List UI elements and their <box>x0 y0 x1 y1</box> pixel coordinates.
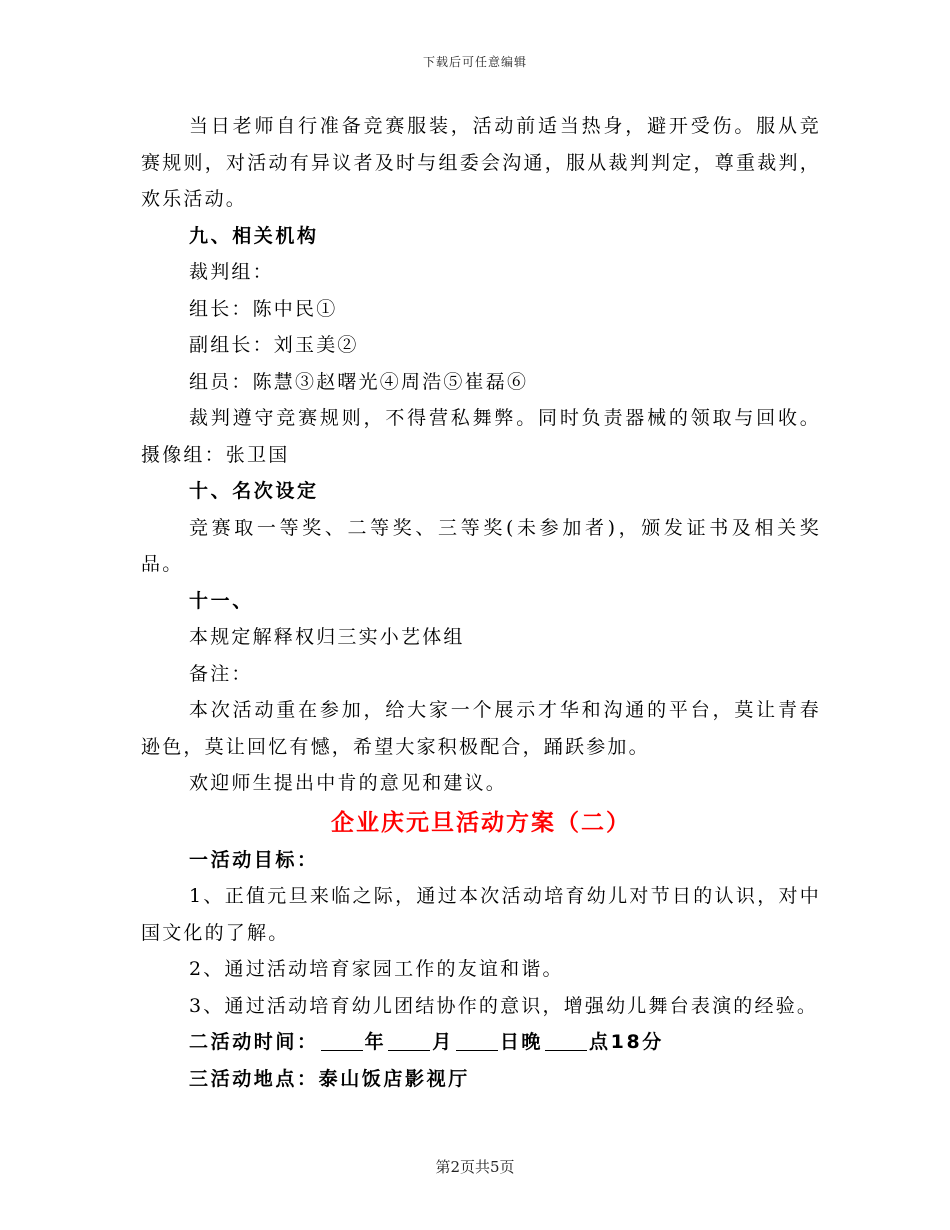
heading-rankings: 十、名次设定 <box>189 480 319 502</box>
hour-blank <box>545 1032 587 1051</box>
paragraph-members: 组员：陈慧③赵曙光④周浩⑤崔磊⑥ <box>189 370 529 393</box>
paragraph-awards: 竞赛取一等奖、二等奖、三等奖(未参加者)，颁发证书及相关奖品。 <box>141 516 821 575</box>
heading-activity-place: 三活动地点：泰山饭店影视厅 <box>189 1067 470 1090</box>
time-year: 年 <box>364 1031 387 1053</box>
heading-goals: 一活动目标： <box>189 848 319 871</box>
document-body <box>141 108 821 1097</box>
page-number-footer: 第2页共5页 <box>435 1158 515 1176</box>
time-tail: 点18分 <box>589 1031 664 1053</box>
day-blank <box>456 1032 498 1051</box>
heading-organizations: 九、相关机构 <box>189 224 319 247</box>
paragraph-goal-2: 2、通过活动培育家园工作的友谊和谐。 <box>189 958 564 980</box>
paragraph-goal-3: 3、通过活动培育幼儿团结协作的意识，增强幼儿舞台表演的经验。 <box>189 994 819 1017</box>
time-label: 二活动时间： <box>189 1031 319 1053</box>
paragraph-note: 本次活动重在参加，给大家一个展示才华和沟通的平台，莫让青春逊色，莫让回忆有憾，希望大家积极配合，踊跃参加。 <box>141 699 821 758</box>
year-blank <box>321 1032 363 1051</box>
paragraph-judges-label: 裁判组： <box>189 261 274 283</box>
page-header-note: 下载后可任意编辑 <box>422 55 527 69</box>
time-day: 日晚 <box>499 1031 544 1053</box>
paragraph-judge-rules: 裁判遵守竞赛规则，不得营私舞弊。同时负责器械的领取与回收。摄像组：张卫国 <box>141 407 821 466</box>
month-blank <box>388 1032 430 1051</box>
paragraph-interpretation: 本规定解释权归三实小艺体组 <box>189 626 465 648</box>
paragraph-group-leader: 组长：陈中民① <box>189 297 338 320</box>
time-month: 月 <box>432 1031 454 1053</box>
paragraph-vice-leader: 副组长：刘玉美② <box>189 334 359 356</box>
paragraph-dress-rules: 当日老师自行准备竞赛服装，活动前适当热身，避开受伤。服从竞赛规则，对活动有异议者及时与组委会沟通，服从裁判判定，尊重裁判，欢乐活动。 <box>141 115 821 210</box>
paragraph-note-label: 备注： <box>189 662 253 685</box>
section-title: 企业庆元旦活动方案（二） <box>331 809 631 836</box>
paragraph-goal-1: 1、正值元旦来临之际，通过本次活动培育幼儿对节日的认识，对中国文化的了解。 <box>141 885 821 944</box>
heading-eleven: 十一、 <box>189 589 254 612</box>
paragraph-welcome: 欢迎师生提出中肯的意见和建议。 <box>189 772 508 794</box>
heading-activity-time <box>141 1024 821 1061</box>
